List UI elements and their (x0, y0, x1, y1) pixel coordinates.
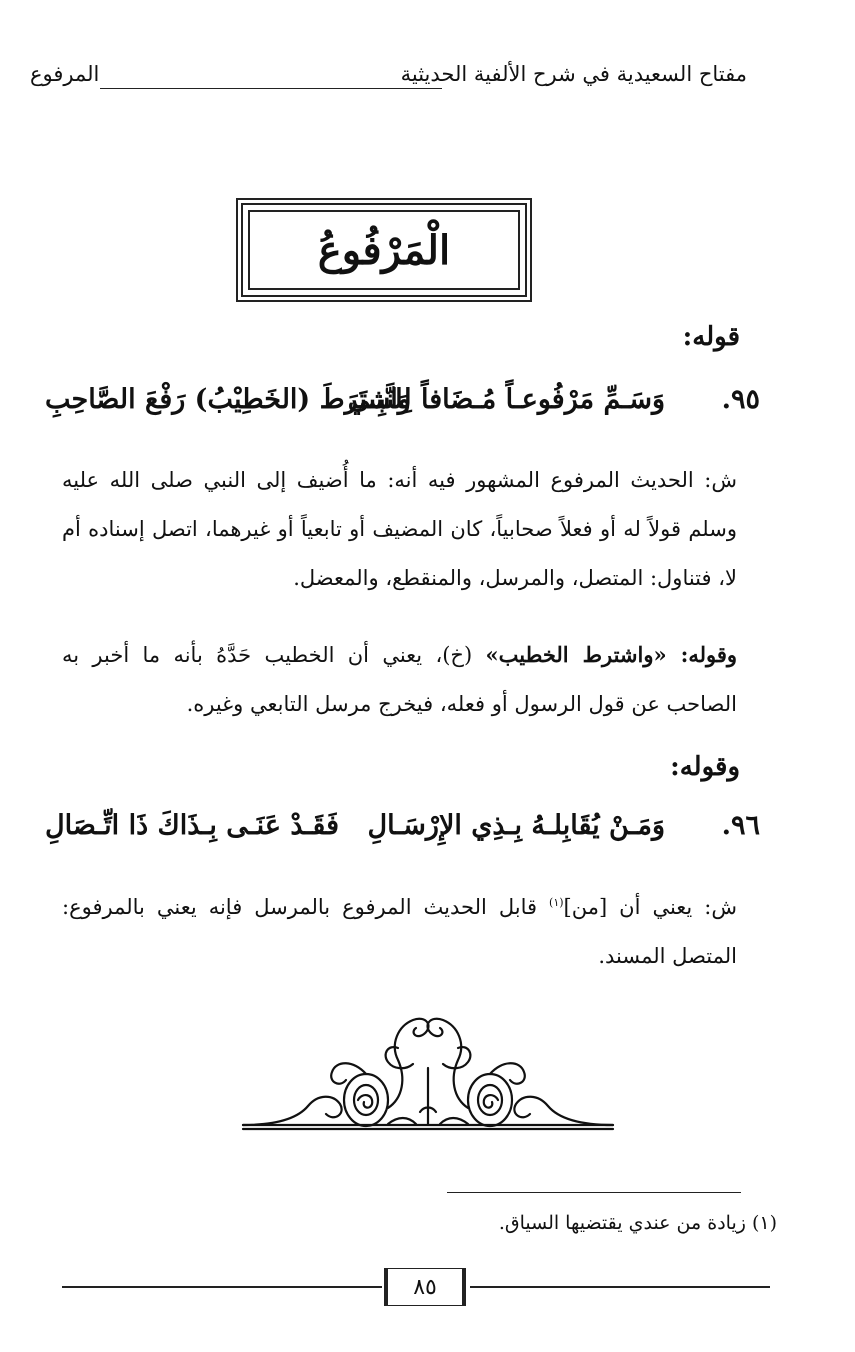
footnote-reference: (١) (549, 896, 564, 909)
chapter-title-inner-border (248, 210, 520, 290)
verse-95 (45, 384, 760, 430)
commentary-paragraph (62, 456, 737, 603)
quoted-phrase: وقوله: «واشترط الخطيب» (485, 642, 738, 667)
floral-ornament-icon (238, 1008, 618, 1138)
commentary-text: ش: الحديث المرفوع المشهور فيه أنه: ما أُضيف إلى النبي صلى الله عليه وسلم قولاً له أو فعلاً صحابياً، كان المضيف أو تابعياً أو غيرهما، اتصل إسناده أم لا، فتناول: المتصل، والمرسل، والمنقطع، والمعضل. (62, 468, 737, 590)
verse-number: ٩٥. (721, 384, 760, 415)
chapter-title: الْمَرْفُوعُ (317, 226, 451, 274)
page-number: ٨٥ (413, 1274, 437, 1300)
verse-first-hemistich: وَسَـمِّ مَرْفُوعـاً مُـضَافاً لِلنَّبِـي (347, 384, 665, 415)
commentary-paragraph (62, 878, 737, 981)
footer-rule-left (62, 1286, 382, 1288)
commentary-paragraph (62, 630, 737, 729)
chapter-title-frame (236, 198, 532, 302)
footer-rule-right (470, 1286, 770, 1288)
commentary-text: (خ)، يعني أن الخطيب حَدَّهُ بأنه ما أخبر به الصاحب عن قول الرسول أو فعله، فيخرج مرسل التابعي وغيره. (62, 643, 737, 716)
verse-second-hemistich: وَاشتَرَطَ (الخَطِيْبُ) رَفْعَ الصَّاحِبِ (45, 384, 411, 415)
commentary-text: ش: يعني أن [من] (563, 895, 737, 919)
label-qawluh: قوله: (682, 322, 740, 352)
book-title: مفتاح السعيدية في شرح الألفية الحديثية (400, 62, 747, 86)
header-rule (100, 88, 442, 89)
verse-number: ٩٦. (721, 810, 760, 841)
verse-96 (45, 810, 760, 856)
page-number-box (384, 1268, 466, 1306)
verse-first-hemistich: وَمَـنْ يُقَابِلـهُ بِـذِي الإِرْسَـالِ (367, 810, 665, 841)
footnote: (١) زيادة من عندي يقتضيها السياق. (498, 1212, 777, 1234)
label-waqawluh: وقوله: (670, 752, 740, 782)
section-name: المرفوع (30, 62, 100, 86)
footnote-separator (447, 1192, 741, 1193)
commentary-text: قابل الحديث المرفوع بالمرسل فإنه يعني بالمرفوع: المتصل المسند. (62, 895, 737, 968)
running-header (30, 62, 747, 102)
verse-second-hemistich: فَقَـدْ عَنَـى بِـذَاكَ ذَا اتِّـصَالِ (45, 810, 339, 841)
